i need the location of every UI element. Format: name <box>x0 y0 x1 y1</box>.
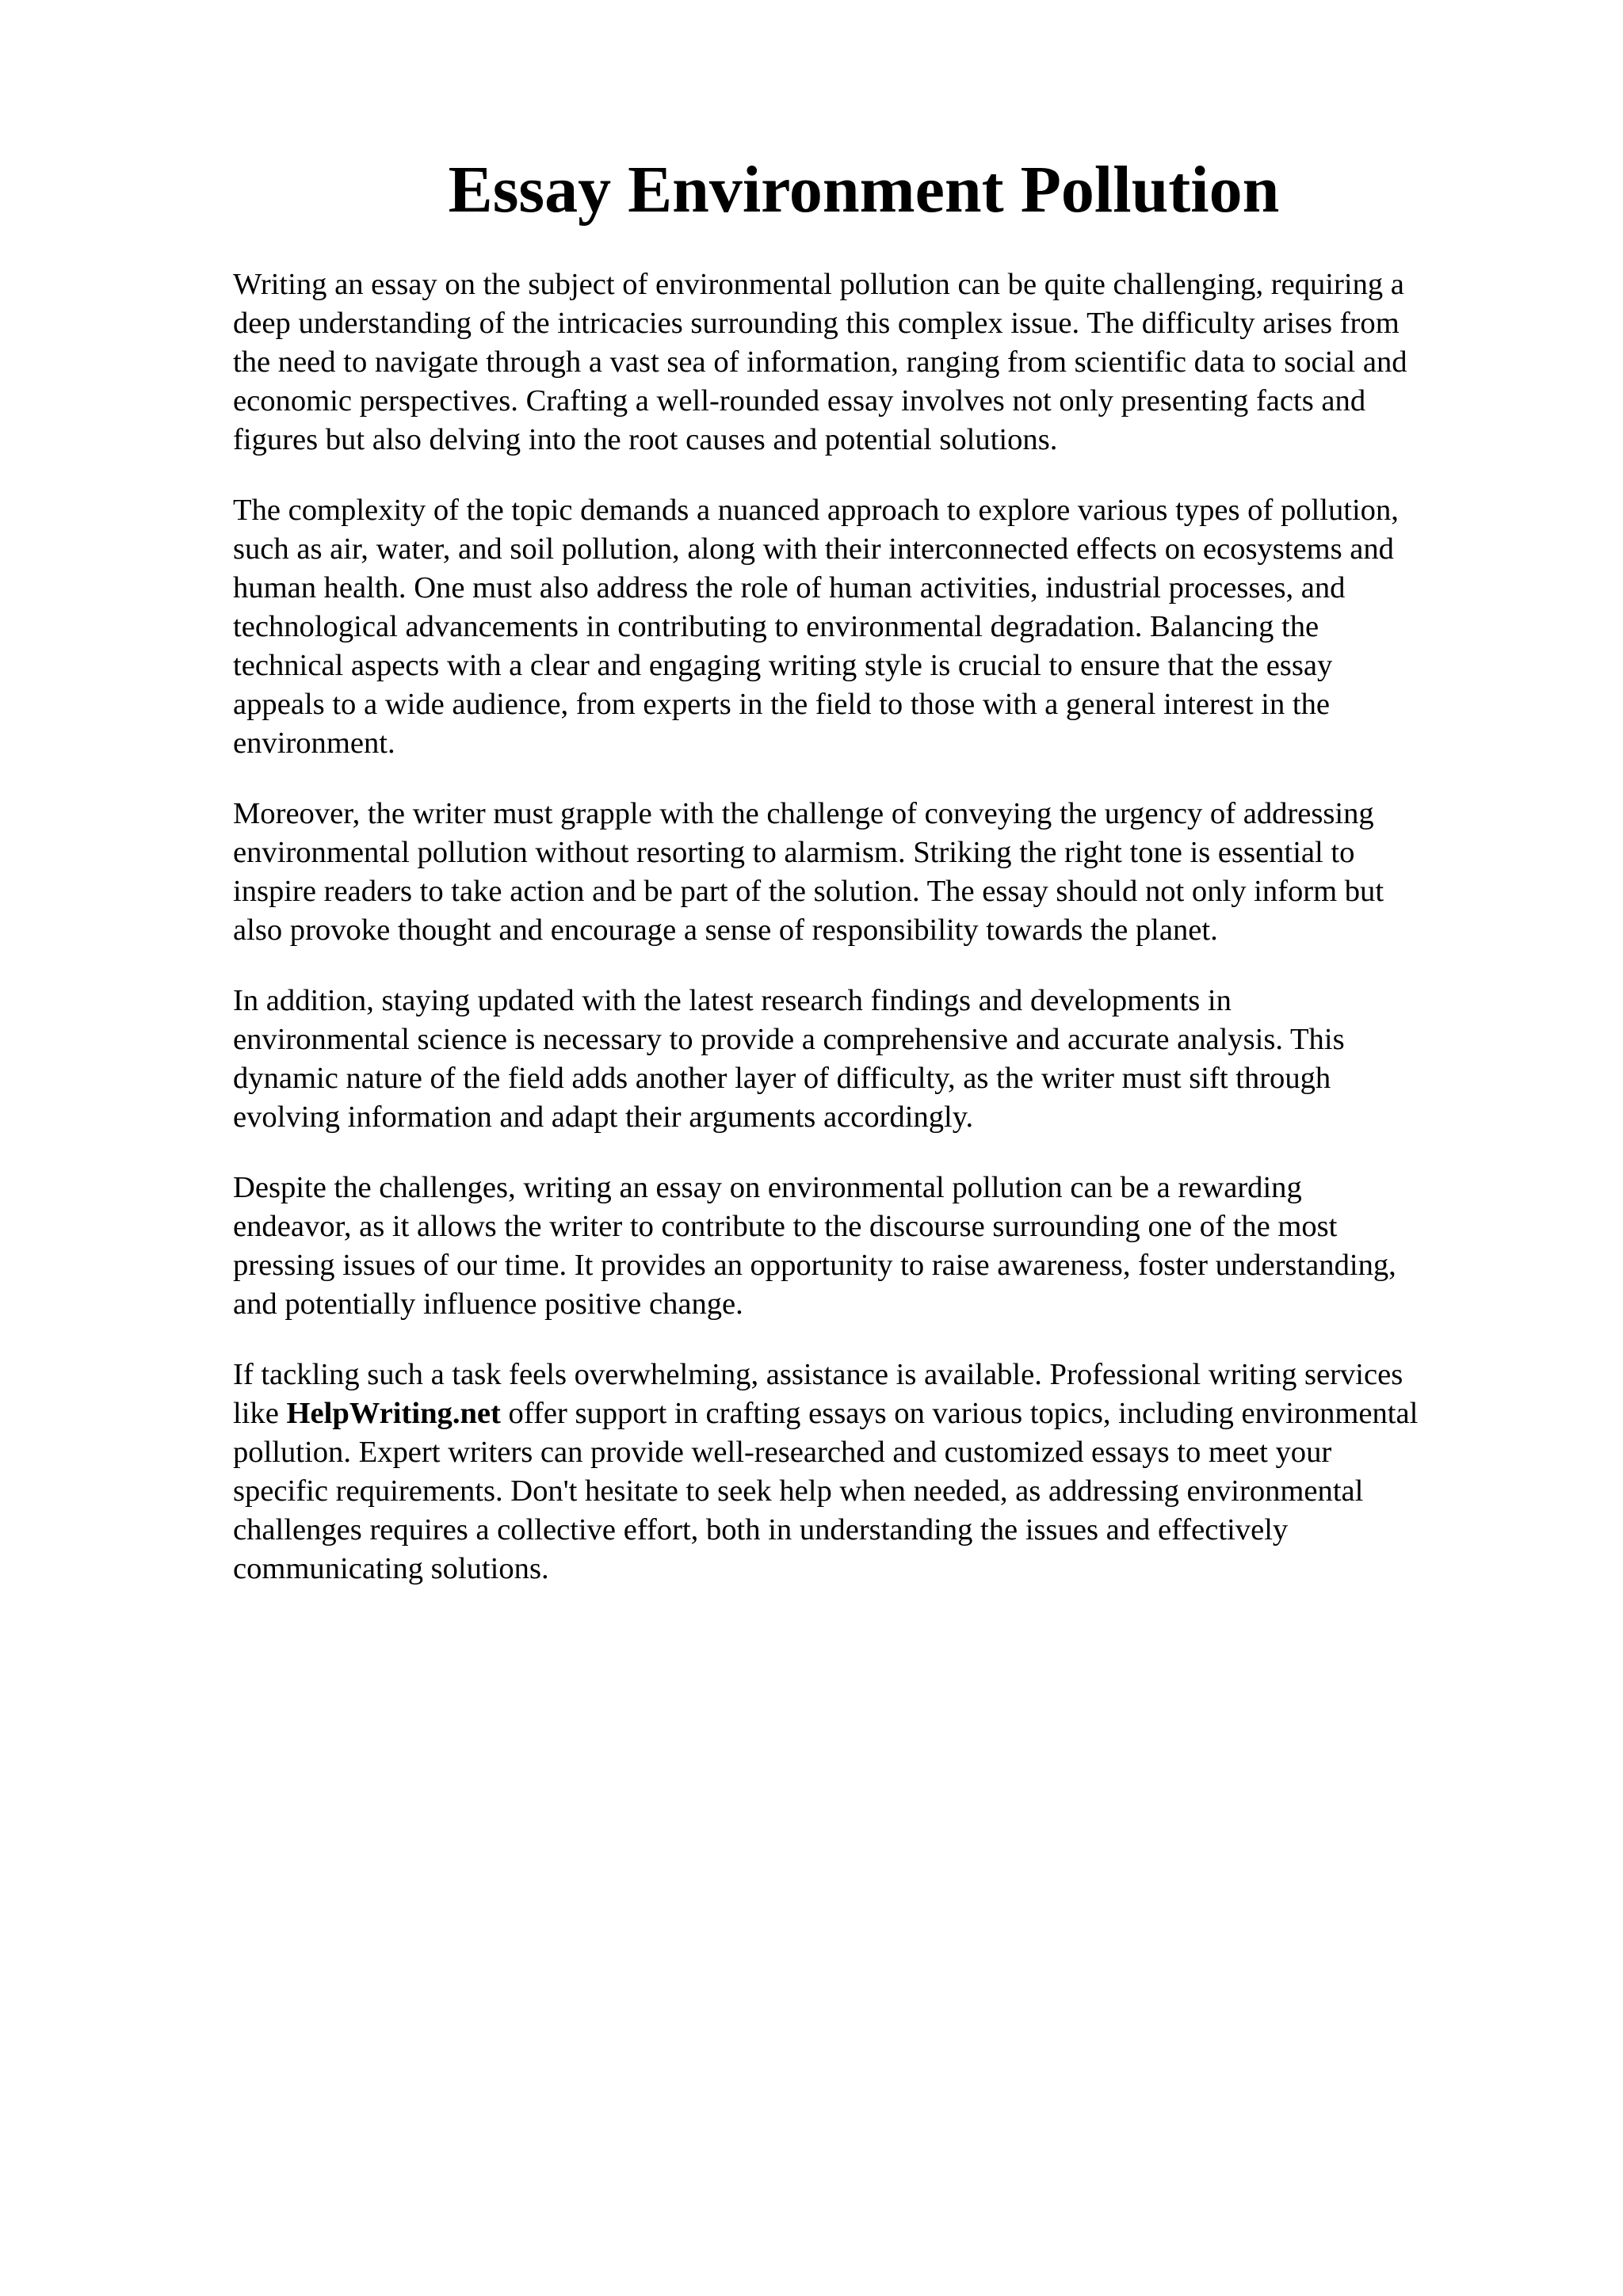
text-line: In addition, staying updated with the latest research findings and developments in <box>233 984 1232 1017</box>
text-line: The complexity of the topic demands a nuanced approach to explore various types of pollution, <box>233 494 1399 527</box>
helpwriting-link-text: HelpWriting.net <box>286 1397 501 1430</box>
paragraph-1 <box>233 265 1533 460</box>
text-line: pressing issues of our time. It provides an opportunity to raise awareness, foster understanding, <box>233 1249 1396 1282</box>
text-line: economic perspectives. Crafting a well-rounded essay involves not only presenting facts and <box>233 384 1366 418</box>
text-line: dynamic nature of the field adds another layer of difficulty, as the writer must sift through <box>233 1062 1331 1095</box>
text-line: communicating solutions. <box>233 1552 549 1585</box>
text-line: and potentially influence positive change. <box>233 1287 743 1321</box>
text-line: technical aspects with a clear and engaging writing style is crucial to ensure that the essay <box>233 649 1333 682</box>
text-line: deep understanding of the intricacies surrounding this complex issue. The difficulty arises from <box>233 307 1400 340</box>
text-line: also provoke thought and encourage a sense of responsibility towards the planet. <box>233 913 1218 947</box>
text-segment: offer support in crafting essays on various topics, including environmental <box>500 1397 1419 1430</box>
text-line: appeals to a wide audience, from experts in the field to those with a general interest in the <box>233 688 1331 721</box>
paragraph-4 <box>233 982 1533 1137</box>
paragraph-3 <box>233 795 1533 950</box>
paragraph-2 <box>233 491 1533 763</box>
text-line: environment. <box>233 727 395 760</box>
text-line: technological advancements in contributing to environmental degradation. Balancing the <box>233 610 1319 643</box>
text-line: challenges requires a collective effort, both in understanding the issues and effectively <box>233 1513 1289 1547</box>
text-segment: like <box>233 1397 287 1430</box>
paragraph-5 <box>233 1169 1533 1324</box>
text-line: specific requirements. Don't hesitate to seek help when needed, as addressing environmental <box>233 1474 1364 1508</box>
text-line: the need to navigate through a vast sea of information, ranging from scientific data to social and <box>233 345 1407 379</box>
text-line: Despite the challenges, writing an essay on environmental pollution can be a rewarding <box>233 1171 1302 1204</box>
text-line-with-brand <box>233 1394 1533 1433</box>
page-title: Essay Environment Pollution <box>448 153 1280 227</box>
text-line: pollution. Expert writers can provide well-researched and customized essays to meet your <box>233 1436 1332 1469</box>
essay-body <box>233 265 1533 1620</box>
text-line: figures but also delving into the root causes and potential solutions. <box>233 423 1058 456</box>
text-line: evolving information and adapt their arguments accordingly. <box>233 1100 974 1134</box>
text-line: environmental science is necessary to provide a comprehensive and accurate analysis. This <box>233 1023 1345 1056</box>
text-line: Moreover, the writer must grapple with the challenge of conveying the urgency of addressing <box>233 797 1374 830</box>
paragraph-6 <box>233 1356 1533 1589</box>
text-line: If tackling such a task feels overwhelming, assistance is available. Professional writing services <box>233 1358 1403 1391</box>
text-line: endeavor, as it allows the writer to contribute to the discourse surrounding one of the most <box>233 1210 1338 1243</box>
text-line: inspire readers to take action and be part of the solution. The essay should not only inform but <box>233 875 1384 908</box>
text-line: such as air, water, and soil pollution, along with their interconnected effects on ecosystems and <box>233 532 1394 566</box>
text-line: Writing an essay on the subject of environmental pollution can be quite challenging, requiring a <box>233 268 1404 301</box>
text-line: human health. One must also address the role of human activities, industrial processes, and <box>233 571 1346 605</box>
text-line: environmental pollution without resorting to alarmism. Striking the right tone is essential to <box>233 836 1355 869</box>
